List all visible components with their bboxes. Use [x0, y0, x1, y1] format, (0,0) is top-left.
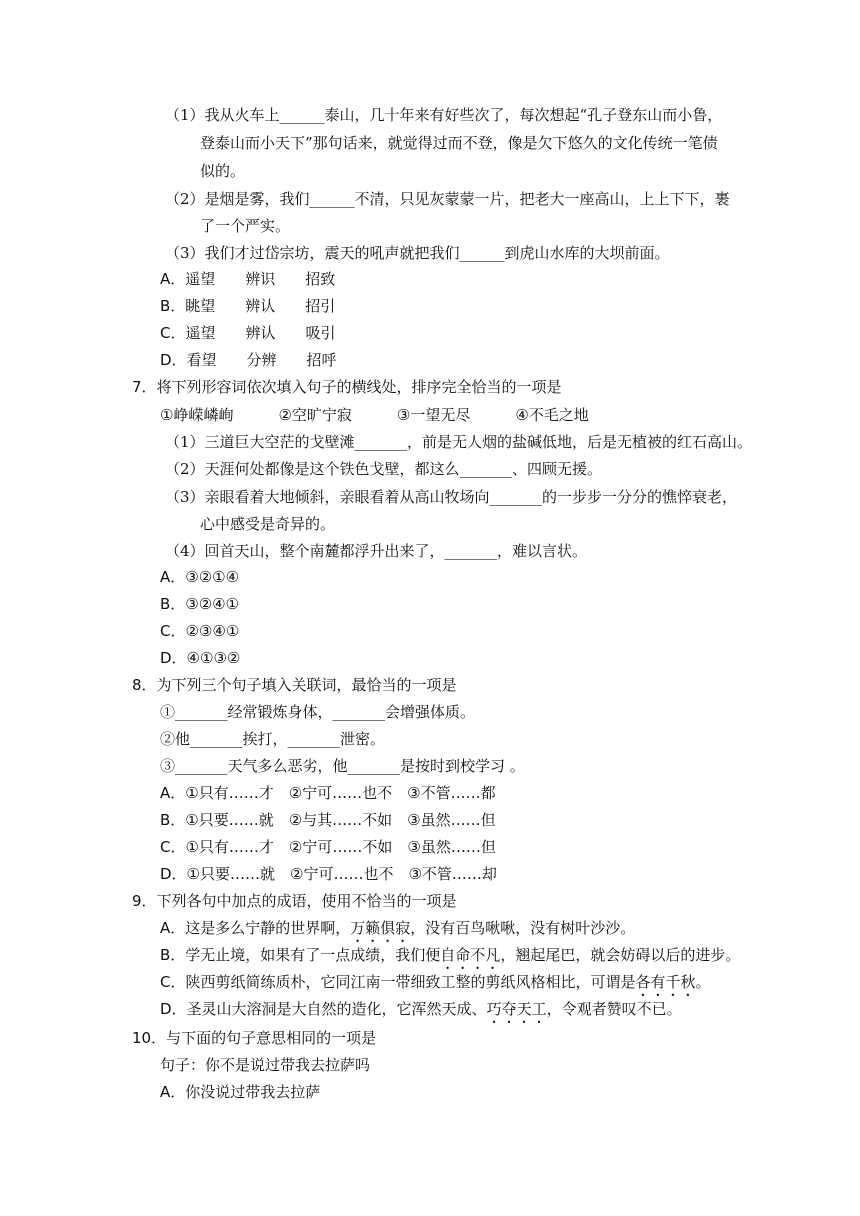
q9-option-d-text-before: D．圣灵山大溶洞是大自然的造化，它浑然天成、	[160, 1000, 487, 1018]
q9-option-c-text-after: 。	[695, 973, 711, 991]
q9-option-b	[160, 944, 740, 973]
q8-stem: 8．为下列三个句子填入关联词，最恰当的一项是	[132, 676, 457, 694]
q8-sentence-3: ③_______天气多么恶劣，他_______是按时到校学习 。	[160, 757, 525, 775]
q9-option-c-dotted-idiom: 各有千秋	[635, 973, 696, 991]
q10-option-a: A．你没说过带我去拉萨	[160, 1083, 321, 1101]
q9-option-a-dotted-idiom: 万籁俱寂	[350, 919, 411, 937]
q7-sentence-3-line-2: 心中感受是奇异的。	[200, 515, 336, 533]
q9-option-b-text-after: ，翘起尾巴，就会妨碍以后的进步。	[500, 946, 741, 964]
q7-sentence-4: （4）回首天山，整个南麓都浮升出来了，_______，难以言状。	[165, 542, 588, 560]
q9-option-d-dotted-idiom: 巧夺天工	[486, 1000, 547, 1018]
q9-option-a	[160, 917, 635, 946]
q6-sentence-3: （3）我们才过岱宗坊，震天的吼声就把我们______到虎山水库的大坝前面。	[165, 244, 670, 262]
q8-option-b: B．①只要……就 ②与其……不如 ③虽然……但	[160, 811, 496, 829]
q6-sentence-2-line-2: 了一个严实。	[200, 217, 291, 235]
q7-stem: 7．将下列形容词依次填入句子的横线处，排序完全恰当的一项是	[132, 378, 562, 396]
q9-option-a-text-after: ，没有百鸟啾啾，没有树叶沙沙。	[410, 919, 636, 937]
q6-sentence-1-line-2: 登泰山而小天下”那句话来，就觉得过而不登，像是欠下悠久的文化传统一笔债	[200, 134, 718, 152]
q10-stem: 10．与下面的句子意思相同的一项是	[132, 1029, 377, 1047]
q8-sentence-1: ①_______经常锻炼身体，_______会增强体质。	[160, 703, 476, 721]
q9-option-c	[160, 971, 711, 1000]
q7-option-c: C．②③④①	[160, 622, 240, 640]
q6-option-a: A．遥望 辨识 招致	[160, 270, 336, 288]
q6-option-d: D．看望 分辨 招呼	[160, 351, 337, 369]
q6-sentence-1-line-1: （1）我从火车上______泰山，几十年来有好些次了，每次想起“孔子登东山而小鲁，	[165, 106, 723, 124]
q7-option-a: A．③②①④	[160, 568, 240, 586]
q7-word-list: ①峥嵘嶙峋 ②空旷宁寂 ③一望无尽 ④不毛之地	[160, 406, 589, 424]
q7-sentence-2: （2）天涯何处都像是这个铁色戈壁，都这么_______、四顾无援。	[165, 460, 603, 478]
q8-option-a: A．①只有……才 ②宁可……也不 ③不管……都	[160, 784, 496, 802]
q7-option-d: D．④①③②	[160, 649, 241, 667]
q9-option-a-text-before: A．这是多么宁静的世界啊，	[160, 919, 351, 937]
q6-option-b: B．眺望 辨认 招引	[160, 297, 336, 315]
q6-sentence-1-line-3: 似的。	[200, 162, 246, 180]
q7-option-b: B．③②④①	[160, 595, 240, 613]
q9-option-d-text-after: ，令观者赞叹不已。	[546, 1000, 682, 1018]
q6-option-c: C．遥望 辨认 吸引	[160, 324, 336, 342]
q8-option-c: C．①只有……才 ②宁可……不如 ③虽然……但	[160, 838, 496, 856]
q9-option-b-dotted-idiom: 自命不凡	[440, 946, 501, 964]
q8-option-d: D．①只要……就 ②宁可……也不 ③不管……却	[160, 865, 497, 883]
q6-sentence-2-line-1: （2）是烟是雾，我们______不清，只见灰蒙蒙一片，把老大一座高山，上上下下，裹	[165, 190, 730, 208]
q10-sentence: 句子：你不是说过带我去拉萨吗	[160, 1056, 371, 1074]
q7-sentence-1: （1）三道巨大空茫的戈壁滩_______，前是无人烟的盐碱低地，后是无植被的红石高山。	[165, 433, 753, 451]
q9-stem: 9．下列各句中加点的成语，使用不恰当的一项是	[132, 892, 457, 910]
q9-option-d	[160, 998, 682, 1027]
q7-sentence-3-line-1: （3）亲眼看着大地倾斜，亲眼看着从高山牧场向_______的一步步一分分的憔悴衰老，	[165, 488, 738, 506]
q8-sentence-2: ②他_______挨打，_______泄密。	[160, 730, 386, 748]
q9-option-b-text-before: B．学无止境，如果有了一点成绩，我们便	[160, 946, 441, 964]
q9-option-c-text-before: C．陕西剪纸简练质朴，它同江南一带细致工整的剪纸风格相比，可谓是	[160, 973, 636, 991]
